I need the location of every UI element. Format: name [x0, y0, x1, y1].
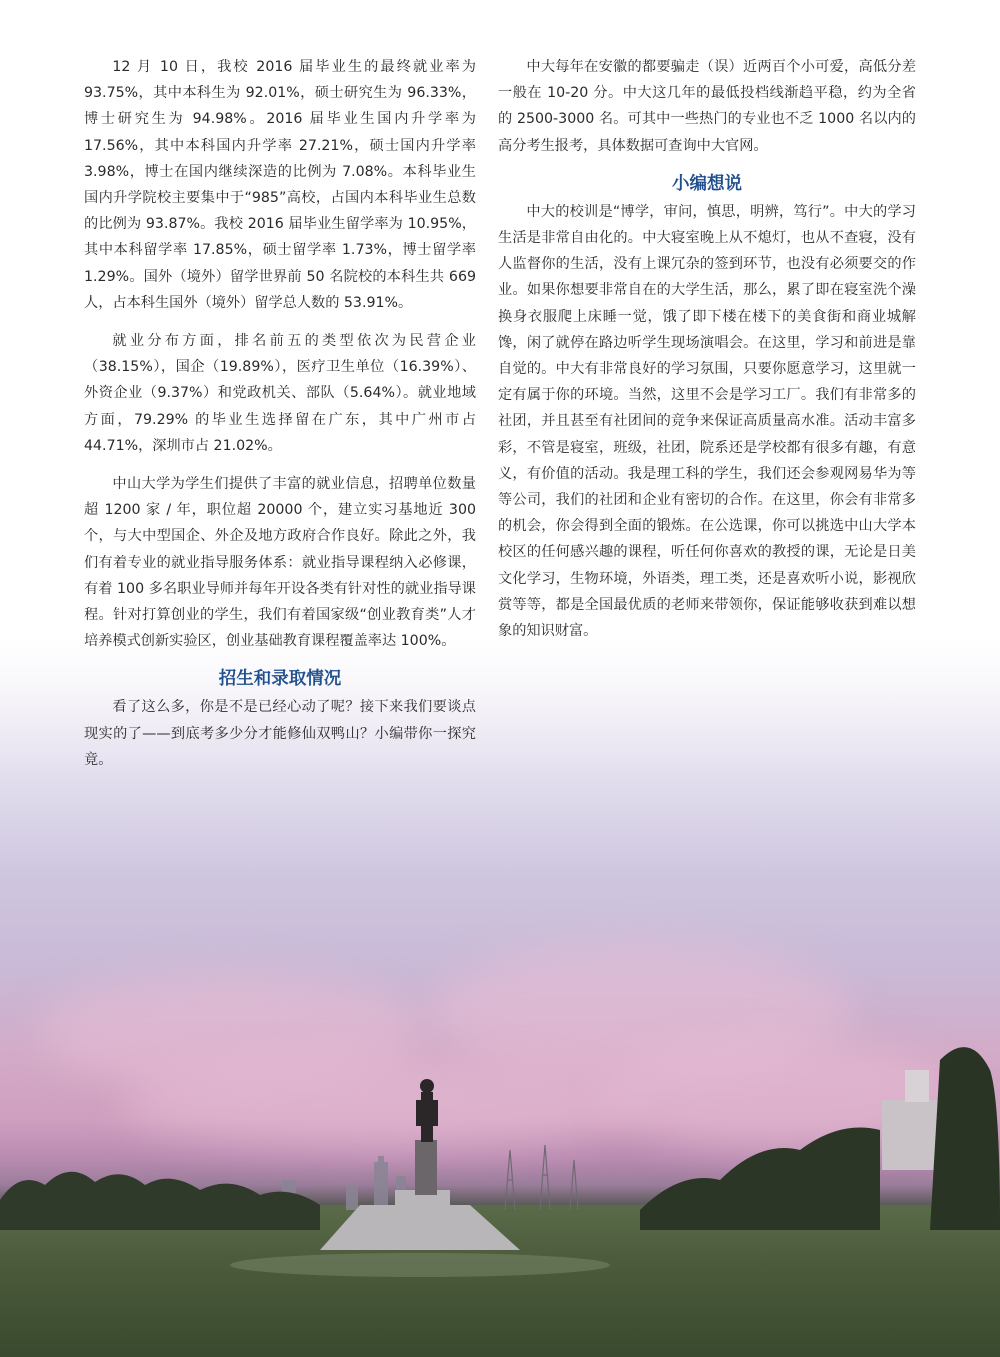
- employment-services-paragraph: 中山大学为学生们提供了丰富的就业信息，招聘单位数量超 1200 家 / 年，职位超 20000 个，建立实习基地近 300 个，与大中型国企、外企及地方政府合作良好。除此之外，我们有着专业的就业指导服务体系：就业指导课程纳入必修课，有着 100 多名职业导师并每年开设各类有针对性的就业指导课程。针对打算创业的学生，我们有着国家级“创业教育类”人才培养模式创新实验区，创业基础教育课程覆盖率达 100%。: [84, 476, 476, 650]
- campus-life-paragraph: 中大的校训是“博学，审问，慎思，明辨，笃行”。中大的学习生活是非常自由化的。中大寝室晚上从不熄灯，也从不查寝，没有人监督你的生活，没有上课冗杂的签到环节，也没有必须要交的作业。如果你想要非常自在的大学生活，那么，累了即在寝室洗个澡换身衣服爬上床睡一觉，饿了即下楼在楼下的美食街和商业城解馋，闲了就停在路边听学生现场演唱会。在这里，学习和前进是靠自觉的。中大有非常良好的学习氛围，只要你愿意学习，这里就一定有属于你的环境。当然，这里不会是学习工厂。我们有非常多的社团，并且甚至有社团间的竞争来保证高质量高水准。活动丰富多彩，不管是寝室，班级，社团，院系还是学校都有很多有趣，有意义，有价值的活动。我是理工科的学生，我们还会参观网易华为等等公司，我们的社团和企业有密切的合作。在这里，你会有非常多的机会，你会得到全面的锻炼。在公选课，你可以挑选中山大学本校区的任何感兴趣的课程，听任何你喜欢的教授的课，无论是日美文化学习，生物环境，外语类，理工类，还是喜欢听小说，影视欣赏等等，都是全国最优质的老师来带领你，保证能够收获到难以想象的知识财富。: [498, 203, 916, 640]
- right-column: [498, 54, 916, 656]
- admissions-intro-paragraph: 看了这么多，你是不是已经心动了呢？接下来我们要谈点现实的了——到底考多少分才能修仙双鸭山？小编带你一探究竟。: [84, 699, 476, 768]
- employment-rate-paragraph: 12 月 10 日，我校 2016 届毕业生的最终就业率为 93.75%，其中本科生为 92.01%，硕士研究生为 96.33%，博士研究生为 94.98%。2016 届毕业生国内升学率为 17.56%，其中本科国内升学率 27.21%，硕士国内升学率 3.98%，博士在国内继续深造的比例为 7.08%。本科毕业生国内升学院校主要集中于“985”高校，占国内本科毕业生总数的比例为 93.87%。我校 2016 届毕业生留学率为 10.95%，其中本科留学率 17.85%，硕士留学率 1.73%，博士留学率 1.29%。国外（境外）留学世界前 50 名院校的本科生共 669 人，占本科生国外（境外）留学总人数的 53.91%。: [84, 59, 476, 311]
- admissions-heading: 招生和录取情况: [218, 669, 342, 690]
- anhui-admissions-paragraph: 中大每年在安徽的都要骗走（误）近两百个小可爱，高低分差一般在 10-20 分。中大这几年的最低投档线渐趋平稳，约为全省的 2500-3000 名。可其中一些热门的专业也不乏 1000 名以内的高分考生报考，具体数据可查询中大官网。: [498, 59, 916, 154]
- employment-distribution-paragraph: 就业分布方面，排名前五的类型依次为民营企业（38.15%），国企（19.89%），医疗卫生单位（16.39%）、外资企业（9.37%）和党政机关、部队（5.64%）。就业地域方面，79.29% 的毕业生选择留在广东，其中广州市占 44.71%，深圳市占 21.02%。: [84, 333, 476, 454]
- statue-and-skyline-silhouette: [0, 1000, 1000, 1357]
- editor-says-heading: 小编想说: [672, 173, 742, 194]
- left-column: [84, 54, 476, 785]
